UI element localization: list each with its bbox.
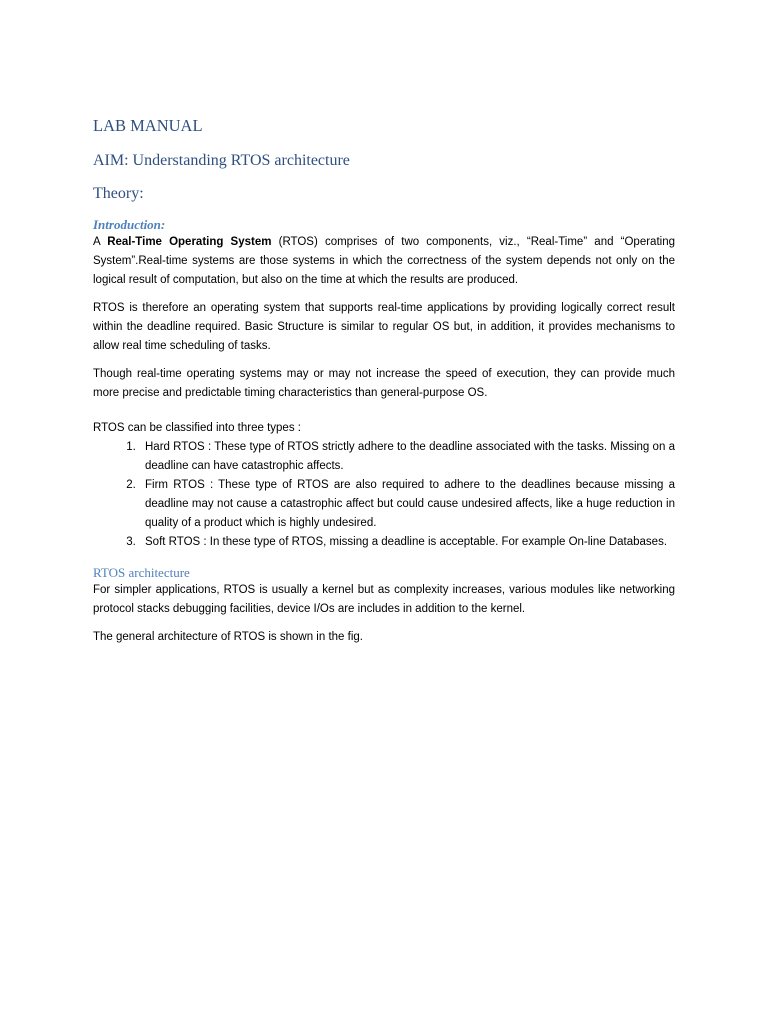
list-item-firm-rtos: 2. Firm RTOS : These type of RTOS are also required to adhere to the deadlines because missing a deadline may not cause a catastrophic affect but could cause undesired affects, like a huge reduction in quality of a product which is highly undesired. bbox=[139, 476, 675, 533]
architecture-heading: RTOS architecture bbox=[93, 565, 190, 580]
paragraph-timing: Though real-time operating systems may or may not increase the speed of execution, they can provide much more precise and predictable timing characteristics than general-purpose OS. bbox=[93, 368, 675, 399]
rtos-term: Real-Time Operating System bbox=[107, 236, 272, 248]
types-intro: RTOS can be classified into three types : bbox=[93, 422, 301, 434]
intro-paragraph bbox=[93, 233, 675, 290]
rtos-types-list bbox=[93, 438, 675, 552]
architecture-figure-caption: The general architecture of RTOS is shown in the fig. bbox=[93, 631, 363, 643]
doc-title: LAB MANUAL bbox=[93, 116, 203, 135]
document-body bbox=[93, 114, 675, 647]
intro-prefix: A bbox=[93, 236, 108, 248]
list-item-hard-rtos: 1. Hard RTOS : These type of RTOS strictly adhere to the deadline associated with the tasks. Missing on a deadline can have catastrophic affects. bbox=[139, 438, 675, 476]
paragraph-rtos-definition: RTOS is therefore an operating system that supports real-time applications by providing logically correct result within the deadline required. Basic Structure is similar to regular OS but, in addition, it provides mechanisms to allow real time scheduling of tasks. bbox=[93, 302, 675, 352]
intro-body: (RTOS) comprises of two components, viz., “Real-Time” and “Operating System”.Real-time systems are those systems in which the correctness of the system depends not only on the logical result of computation, but also on the time at which the results are produced. bbox=[93, 236, 675, 286]
list-item-soft-rtos: 3. Soft RTOS : In these type of RTOS, missing a deadline is acceptable. For example On-line Databases. bbox=[139, 533, 675, 552]
aim-heading: AIM: Understanding RTOS architecture bbox=[93, 152, 350, 169]
introduction-heading: Introduction: bbox=[93, 217, 166, 232]
architecture-paragraph: For simpler applications, RTOS is usually a kernel but as complexity increases, various modules like networking protocol stacks debugging facilities, device I/Os are includes in addition to the kernel. bbox=[93, 584, 675, 615]
theory-heading: Theory: bbox=[93, 185, 144, 202]
